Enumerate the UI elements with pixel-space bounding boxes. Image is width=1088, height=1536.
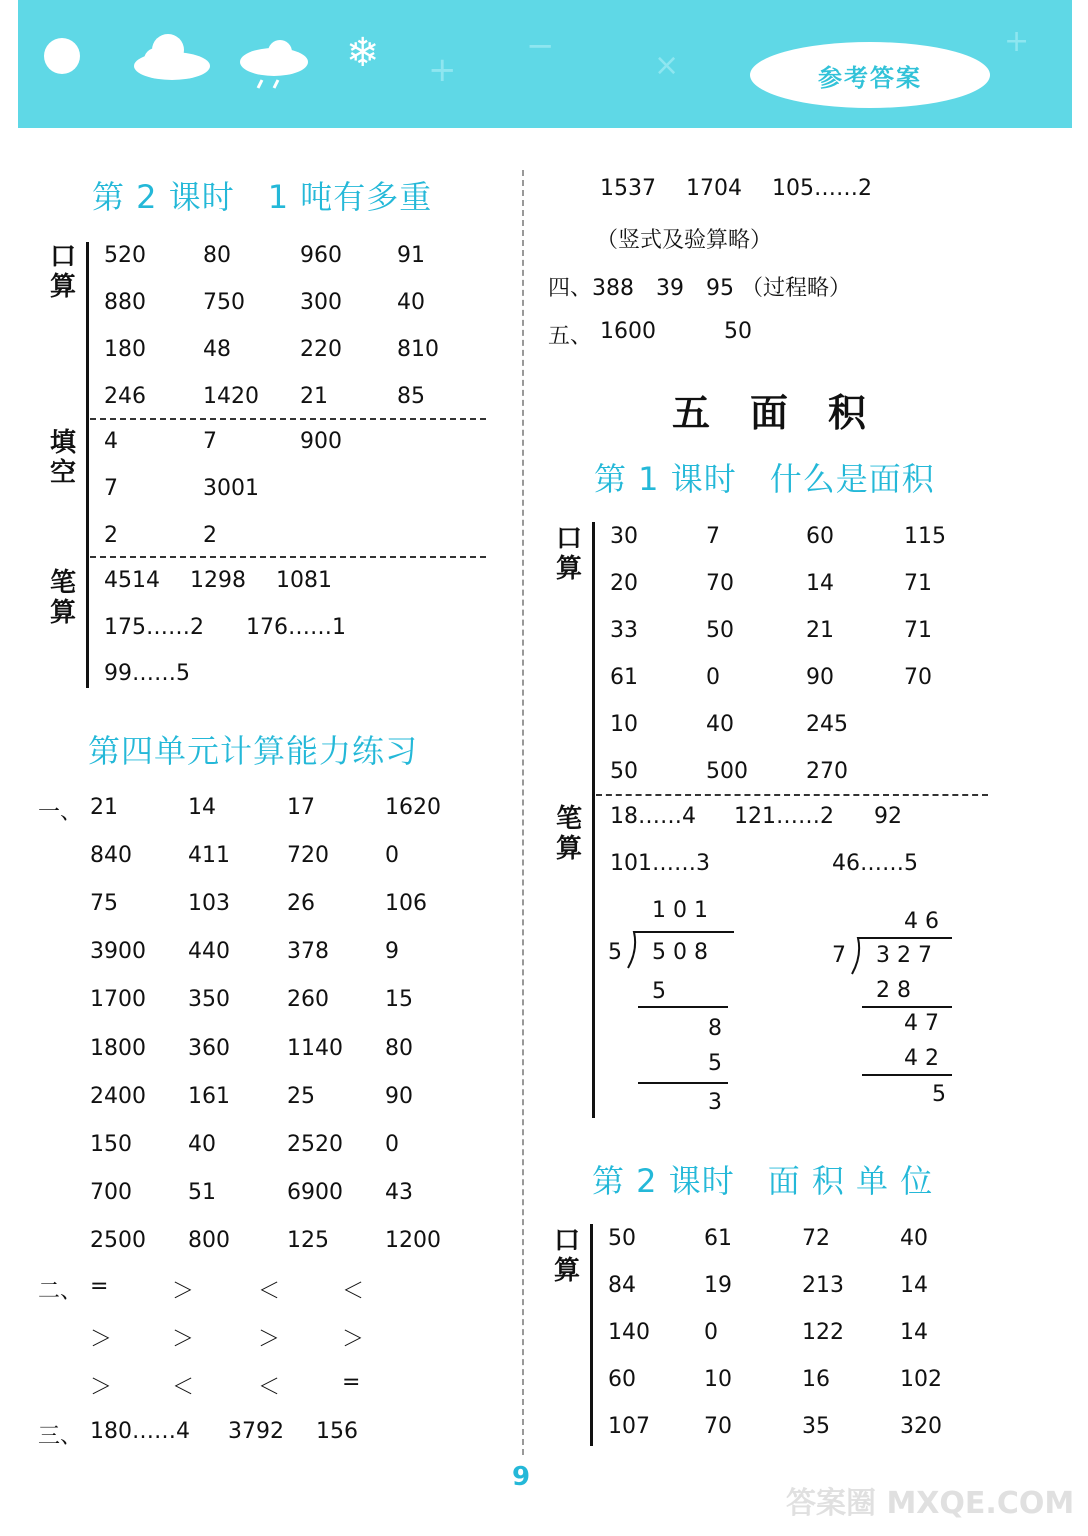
label-fill: 填 空 xyxy=(49,428,76,488)
table-cell: 14 xyxy=(900,1272,928,1298)
table-cell: ＞ xyxy=(90,1375,113,1400)
table-cell: 70 xyxy=(704,1413,732,1439)
table-cell: 48 xyxy=(203,337,231,362)
table-cell: 91 xyxy=(397,243,425,268)
table-cell: 35 xyxy=(802,1413,830,1439)
table-cell: 90 xyxy=(806,664,834,690)
label-oral-r1: 口 算 xyxy=(555,524,582,584)
table-cell: 10 xyxy=(704,1366,732,1392)
div2-rule-1 xyxy=(862,1006,952,1008)
table-cell: 1620 xyxy=(385,795,441,820)
div1-rule-2 xyxy=(638,1082,728,1084)
table-cell: 99……5 xyxy=(104,661,190,686)
table-cell: 92 xyxy=(874,804,902,829)
table-cell: 140 xyxy=(608,1319,650,1345)
div1-dividend: 5 0 8 xyxy=(652,940,708,965)
table-cell: 50 xyxy=(608,1226,636,1251)
table-cell: 21 xyxy=(300,384,328,409)
table-cell: 1081 xyxy=(276,568,332,593)
div2-rem1: 4 7 xyxy=(904,1011,939,1036)
watermark: 答案圈 MXQE.COM xyxy=(786,1486,1075,1521)
table-cell: 1140 xyxy=(287,1035,343,1061)
table-cell: 810 xyxy=(397,337,439,362)
div1-quotient: 1 0 1 xyxy=(652,898,708,923)
table-cell: 90 xyxy=(385,1083,413,1109)
table-cell: 220 xyxy=(300,337,342,362)
q5-item: 50 xyxy=(724,319,752,344)
table-cell: 102 xyxy=(900,1366,942,1392)
table-cell: 0 xyxy=(385,843,399,869)
table-cell: 1700 xyxy=(90,987,146,1013)
table-cell: 40 xyxy=(900,1226,928,1251)
table-cell: 103 xyxy=(188,891,230,917)
table-cell: 80 xyxy=(385,1035,413,1061)
table-cell: 107 xyxy=(608,1413,650,1439)
q3-item: 180……4 xyxy=(90,1419,190,1444)
q2-label: 二、 xyxy=(38,1279,83,1304)
table-cell: 85 xyxy=(397,384,425,409)
table-cell: 176……1 xyxy=(246,615,346,640)
div1-divisor: 5 xyxy=(608,940,622,965)
rain-cloud-icon xyxy=(232,36,316,92)
q3-label: 三、 xyxy=(38,1424,83,1449)
q5-item: 1600 xyxy=(600,319,656,344)
table-cell: 880 xyxy=(104,290,146,315)
table-cell: 0 xyxy=(704,1319,718,1345)
table-cell: 14 xyxy=(900,1319,928,1345)
table-cell: 75 xyxy=(90,891,118,917)
lesson2-title: 第 2 课时 1 吨有多重 xyxy=(92,178,433,216)
table-cell: ＞ xyxy=(90,1327,113,1352)
table-cell: 378 xyxy=(287,939,329,965)
table-cell: 10 xyxy=(610,711,638,737)
table-cell: 122 xyxy=(802,1319,844,1345)
q3-item: 3792 xyxy=(228,1419,284,1444)
plus-icon: + xyxy=(428,50,457,90)
table-cell: 43 xyxy=(385,1179,413,1205)
table-cell: 18……4 xyxy=(610,804,696,829)
table-cell: = xyxy=(342,1370,361,1395)
times-icon: × xyxy=(654,48,680,83)
table-cell: 25 xyxy=(287,1083,315,1109)
table-cell: 80 xyxy=(203,243,231,268)
table-cell: 3900 xyxy=(90,939,146,965)
table-cell: 101……3 xyxy=(610,851,710,876)
table-cell: 40 xyxy=(397,290,425,315)
div1-sub1: 5 xyxy=(652,979,666,1004)
table-cell: 1200 xyxy=(385,1227,441,1253)
sun-icon xyxy=(44,38,80,74)
table-cell: 800 xyxy=(188,1227,230,1253)
q3-item: 156 xyxy=(316,1419,358,1444)
table-cell: 0 xyxy=(385,1131,399,1157)
table-cell: 40 xyxy=(706,711,734,737)
table-cell: 125 xyxy=(287,1227,329,1253)
left-vertical-rule xyxy=(86,242,89,688)
header-banner xyxy=(18,0,1072,128)
table-cell: 30 xyxy=(610,524,638,549)
table-cell: 2 xyxy=(203,523,217,548)
table-cell: 245 xyxy=(806,711,848,737)
table-cell: ＜ xyxy=(258,1279,281,1304)
div1-rule-1 xyxy=(638,1006,728,1008)
label-oral: 口 算 xyxy=(49,242,76,302)
table-cell: 500 xyxy=(706,758,748,784)
table-cell: 70 xyxy=(904,664,932,690)
table-cell: 71 xyxy=(904,570,932,596)
table-cell: 20 xyxy=(610,570,638,596)
table-cell: 440 xyxy=(188,939,230,965)
table-cell: 750 xyxy=(203,290,245,315)
div2-divisor: 7 xyxy=(832,943,846,968)
table-cell: 70 xyxy=(706,570,734,596)
table-cell: 300 xyxy=(300,290,342,315)
table-cell: 61 xyxy=(610,664,638,690)
table-cell: 4 xyxy=(104,429,118,454)
table-cell: 51 xyxy=(188,1179,216,1205)
table-cell: 17 xyxy=(287,795,315,820)
table-cell: 270 xyxy=(806,758,848,784)
table-cell: 60 xyxy=(608,1366,636,1392)
div2-rule-2 xyxy=(862,1074,952,1076)
table-cell: 7 xyxy=(104,476,118,501)
q3-cont-item: 105……2 xyxy=(772,176,872,201)
table-cell: ＞ xyxy=(258,1327,281,1352)
table-cell: 350 xyxy=(188,987,230,1013)
label-written: 笔 算 xyxy=(49,568,76,628)
table-cell: 4514 xyxy=(104,568,160,593)
lesson1-title: 第 1 课时 什么是面积 xyxy=(594,460,935,498)
table-cell: 2 xyxy=(104,523,118,548)
table-cell: 115 xyxy=(904,524,946,549)
table-cell: 19 xyxy=(704,1272,732,1298)
table-cell: 260 xyxy=(287,987,329,1013)
table-cell: 40 xyxy=(188,1131,216,1157)
divider-dash-1 xyxy=(90,418,486,420)
table-cell: 180 xyxy=(104,337,146,362)
answer-badge: 参考答案 xyxy=(750,42,990,108)
table-cell: 1800 xyxy=(90,1035,146,1061)
div2-sub1: 2 8 xyxy=(876,978,911,1003)
table-cell: 61 xyxy=(704,1226,732,1251)
div1-rem1: 8 xyxy=(708,1016,722,1041)
table-cell: 84 xyxy=(608,1272,636,1298)
table-cell: 1298 xyxy=(190,568,246,593)
table-cell: 26 xyxy=(287,891,315,917)
table-cell: 0 xyxy=(706,664,720,690)
table-cell: 16 xyxy=(802,1366,830,1392)
right-vertical-rule-1 xyxy=(592,522,595,1118)
minus-icon: − xyxy=(526,26,555,66)
table-cell: 14 xyxy=(806,570,834,596)
plus-icon-2: + xyxy=(1004,24,1030,59)
table-cell: 33 xyxy=(610,617,638,643)
table-cell: 520 xyxy=(104,243,146,268)
table-cell: 411 xyxy=(188,843,230,869)
table-cell: 121……2 xyxy=(734,804,834,829)
div2-quotient: 4 6 xyxy=(904,909,939,934)
table-cell: 150 xyxy=(90,1131,132,1157)
table-cell: 900 xyxy=(300,429,342,454)
table-cell: 720 xyxy=(287,843,329,869)
q5-label: 五、 xyxy=(548,324,593,349)
q4-line: 四、388 39 95 （过程略） xyxy=(548,276,851,301)
label-written-r1: 笔 算 xyxy=(555,804,582,864)
table-cell: 175……2 xyxy=(104,615,204,640)
page-number: 9 xyxy=(512,1462,531,1492)
table-cell: ＜ xyxy=(342,1279,365,1304)
table-cell: = xyxy=(90,1274,109,1299)
table-cell: 960 xyxy=(300,243,342,268)
table-cell: 161 xyxy=(188,1083,230,1109)
div1-remainder: 3 xyxy=(708,1090,722,1115)
table-cell: 15 xyxy=(385,987,413,1013)
table-cell: 320 xyxy=(900,1413,942,1439)
table-cell: 72 xyxy=(802,1226,830,1251)
table-cell: 9 xyxy=(385,939,399,965)
table-cell: 46……5 xyxy=(832,851,918,876)
table-cell: 106 xyxy=(385,891,427,917)
table-cell: ＞ xyxy=(172,1327,195,1352)
table-cell: 71 xyxy=(904,617,932,643)
table-cell: 246 xyxy=(104,384,146,409)
table-cell: 7 xyxy=(203,429,217,454)
table-cell: ＜ xyxy=(172,1375,195,1400)
table-cell: 3001 xyxy=(203,476,259,501)
table-cell: ＞ xyxy=(172,1279,195,1304)
table-cell: 2520 xyxy=(287,1131,343,1157)
table-cell: 700 xyxy=(90,1179,132,1205)
divider-dash-3 xyxy=(596,794,988,796)
table-cell: 50 xyxy=(706,617,734,643)
table-cell: 2400 xyxy=(90,1083,146,1109)
right-vertical-rule-2 xyxy=(590,1224,593,1446)
table-cell: 7 xyxy=(706,524,720,549)
table-cell: 21 xyxy=(90,795,118,820)
table-cell: 213 xyxy=(802,1272,844,1298)
lesson2r-title: 第 2 课时 面 积 单 位 xyxy=(592,1162,934,1200)
table-cell: 21 xyxy=(806,617,834,643)
column-divider xyxy=(522,170,524,1455)
label-oral-r2: 口 算 xyxy=(553,1226,580,1286)
cloud-sun-icon xyxy=(130,28,214,84)
div2-dividend: 3 2 7 xyxy=(876,943,932,968)
table-cell: 6900 xyxy=(287,1179,343,1205)
table-cell: 840 xyxy=(90,843,132,869)
q3-cont-item: 1537 xyxy=(600,176,656,201)
q1-label: 一、 xyxy=(38,800,83,825)
div2-sub2: 4 2 xyxy=(904,1046,939,1071)
table-cell: 50 xyxy=(610,758,638,784)
divider-dash-2 xyxy=(90,556,486,558)
q3-note: （竖式及验算略） xyxy=(596,228,773,253)
div2-remainder: 5 xyxy=(932,1082,946,1107)
table-cell: 360 xyxy=(188,1035,230,1061)
table-cell: ＞ xyxy=(342,1327,365,1352)
snowflake-icon: ❄ xyxy=(346,30,380,76)
table-cell: 14 xyxy=(188,795,216,820)
table-cell: 60 xyxy=(806,524,834,549)
table-cell: 2500 xyxy=(90,1227,146,1253)
q3-cont-item: 1704 xyxy=(686,176,742,201)
table-cell: 1420 xyxy=(203,384,259,409)
chapter-title: 五面积 xyxy=(672,391,907,435)
unit4-title: 第四单元计算能力练习 xyxy=(88,732,419,770)
div1-sub2: 5 xyxy=(708,1051,722,1076)
table-cell: ＜ xyxy=(258,1375,281,1400)
